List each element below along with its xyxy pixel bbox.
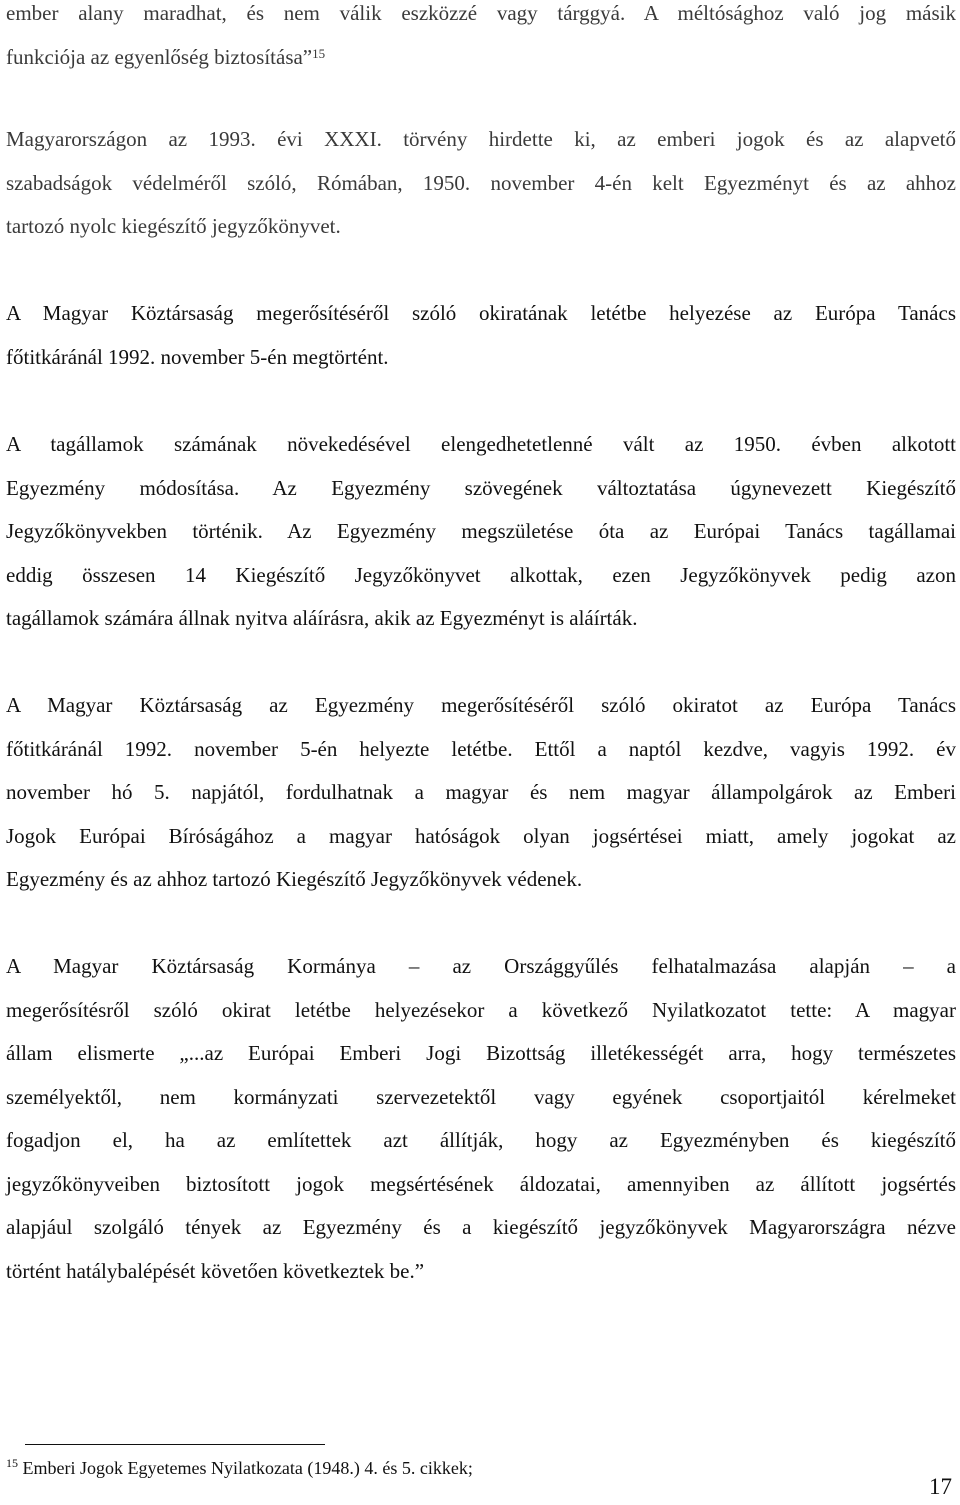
paragraph-line: A Magyar Köztársaság Kormánya – az Országgyűlés felhatalmazása alapján – a	[6, 954, 956, 978]
paragraph-line: tartozó nyolc kiegészítő jegyzőkönyvet.	[6, 214, 341, 238]
footnote-separator	[25, 1444, 325, 1445]
paragraph-5	[6, 684, 956, 902]
paragraph-line: szabadságok védelméről szóló, Rómában, 1950. november 4-én kelt Egyezményt és az ahhoz	[6, 170, 956, 195]
paragraph-line-text: funkciója az egyenlőség biztosítása”	[6, 44, 313, 69]
paragraph-line: főtitkáránál 1992. november 5-én helyezte letétbe. Ettől a naptól kezdve, vagyis 1992. év	[6, 736, 956, 761]
paragraph-line: A Magyar Köztársaság megerősítéséről szóló okiratának letétbe helyezése az Európa Tanács	[6, 301, 956, 325]
paragraph-line: személyektől, nem kormányzati szervezetektől vagy egyének csoportjaitól kérelmeket	[6, 1084, 956, 1109]
paragraph-line-with-footnote	[6, 36, 956, 80]
paragraph-6	[6, 945, 956, 1293]
footnote-text: Emberi Jogok Egyetemes Nyilatkozata (1948.) 4. és 5. cikkek;	[22, 1458, 473, 1478]
paragraph-line: Egyezmény módosítása. Az Egyezmény szövegének változtatása úgynevezett Kiegészítő	[6, 475, 956, 500]
footnote-number: 15	[6, 1456, 18, 1470]
paragraph-3	[6, 292, 956, 379]
paragraph-line: Magyarországon az 1993. évi XXXI. törvény hirdette ki, az emberi jogok és az alapvető	[6, 127, 956, 151]
paragraph-4	[6, 423, 956, 641]
paragraph-line: jegyzőkönyveiben biztosított jogok megsértésének áldozatai, amennyiben az állított jogsértés	[6, 1171, 956, 1196]
paragraph-line: megerősítésről szóló okirat letétbe helyezésekor a következő Nyilatkozatot tette: A magyar	[6, 997, 956, 1022]
paragraph-line: A tagállamok számának növekedésével elengedhetetlenné vált az 1950. évben alkotott	[6, 432, 956, 456]
paragraph-line: Jogok Európai Bíróságához a magyar hatóságok olyan jogsértései miatt, amely jogokat az	[6, 823, 956, 848]
paragraph-line: A Magyar Köztársaság az Egyezmény megerősítéséről szóló okiratot az Európa Tanács	[6, 693, 956, 717]
paragraph-line: Egyezmény és az ahhoz tartozó Kiegészítő Jegyzőkönyvek védenek.	[6, 867, 583, 891]
paragraph-1	[6, 0, 956, 79]
paragraph-line: alapjául szolgáló tények az Egyezmény és a kiegészítő jegyzőkönyvek Magyarországra nézve	[6, 1215, 956, 1239]
paragraph-line: főtitkáránál 1992. november 5-én megtörtént.	[6, 344, 389, 369]
page-number: 17	[929, 1474, 952, 1499]
paragraph-line: történt hatálybalépését követően következtek be.”	[6, 1258, 425, 1283]
footnote	[6, 1458, 473, 1479]
footnote-reference[interactable]: 15	[312, 45, 326, 61]
paragraph-line: állam elismerte „...az Európai Emberi Jogi Bizottság illetékességét arra, hogy természetes	[6, 1041, 956, 1065]
paragraph-line: ember alany maradhat, és nem válik eszközzé vagy tárggyá. A méltósághoz való jog másik	[6, 1, 956, 25]
paragraph-line: eddig összesen 14 Kiegészítő Jegyzőkönyvet alkottak, ezen Jegyzőkönyvek pedig azon	[6, 562, 956, 587]
paragraph-line: tagállamok számára állnak nyitva aláírásra, akik az Egyezményt is aláírták.	[6, 606, 638, 630]
paragraph-2	[6, 118, 956, 249]
paragraph-line: Jegyzőkönyvekben történik. Az Egyezmény megszületése óta az Európai Tanács tagállamai	[6, 519, 956, 543]
paragraph-line: fogadjon el, ha az említettek azt állítják, hogy az Egyezményben és kiegészítő	[6, 1128, 956, 1152]
paragraph-line: november hó 5. napjától, fordulhatnak a magyar és nem magyar állampolgárok az Emberi	[6, 780, 956, 804]
